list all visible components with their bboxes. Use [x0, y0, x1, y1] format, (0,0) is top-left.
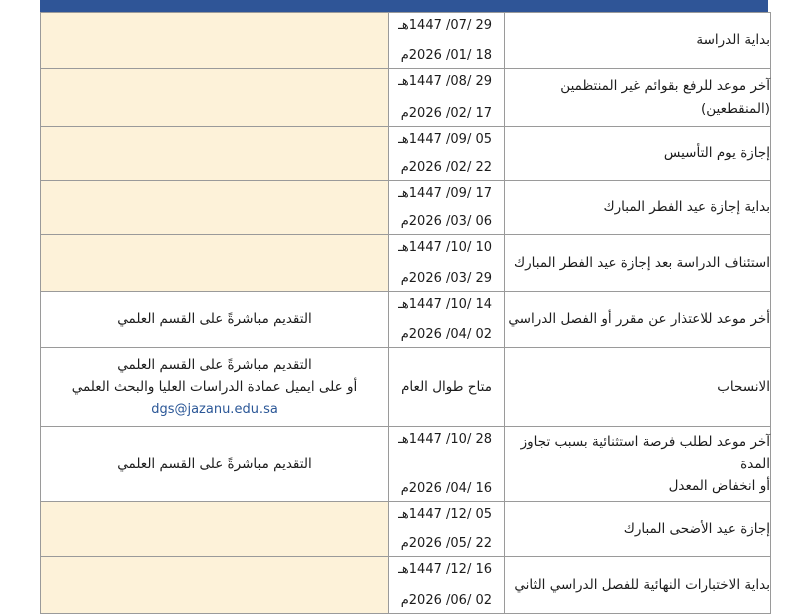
- date-cell: [389, 13, 505, 69]
- event-cell: [505, 69, 771, 127]
- notes-cell: [41, 557, 389, 614]
- notes-cell: [41, 348, 389, 427]
- hijri-date: 28 /10/ 1447هـ: [398, 432, 492, 447]
- event-cell: [505, 13, 771, 69]
- event-cell: [505, 127, 771, 181]
- date-cell: [389, 348, 505, 427]
- note-text: التقديم مباشرةً على القسم العلمي: [117, 311, 312, 328]
- date-cell: [389, 235, 505, 292]
- gregorian-date: 17 /02/ 2026م: [400, 105, 492, 121]
- event-text: آخر موعد لطلب فرصة استثنائية بسبب تجاوز: [520, 433, 770, 450]
- table-row: [41, 181, 771, 235]
- note-text: أو على ايميل عمادة الدراسات العليا والبحث العلمي: [71, 379, 358, 396]
- hijri-date: 14 /10/ 1447هـ: [398, 297, 492, 312]
- notes-cell: [41, 13, 389, 69]
- event-text: بداية الدراسة: [696, 32, 770, 49]
- table-row: [41, 235, 771, 292]
- table-row: [41, 127, 771, 181]
- notes-cell: [41, 181, 389, 235]
- date-cell: [389, 69, 505, 127]
- gregorian-date: 22 /05/ 2026م: [400, 535, 492, 551]
- date-cell: [389, 557, 505, 614]
- date-cell: [389, 127, 505, 181]
- table-row: [41, 502, 771, 557]
- date-availability: متاح طوال العام: [401, 378, 492, 395]
- gregorian-date: 18 /01/ 2026م: [400, 47, 492, 63]
- hijri-date: 16 /12/ 1447هـ: [398, 562, 492, 577]
- gregorian-date: 06 /03/ 2026م: [400, 213, 492, 229]
- academic-calendar-table: [40, 12, 771, 614]
- notes-cell: [41, 427, 389, 502]
- event-cell: [505, 427, 771, 502]
- table-row: [41, 427, 771, 502]
- note-text: التقديم مباشرةً على القسم العلمي: [117, 455, 312, 472]
- notes-cell: [41, 127, 389, 181]
- date-cell: [389, 502, 505, 557]
- event-text: إجازة يوم التأسيس: [663, 145, 770, 162]
- email-link[interactable]: dgs@jazanu.edu.sa: [151, 401, 278, 417]
- gregorian-date: 22 /02/ 2026م: [400, 159, 492, 175]
- hijri-date: 29 /08/ 1447هـ: [398, 74, 492, 89]
- event-cell: [505, 292, 771, 348]
- gregorian-date: 02 /06/ 2026م: [400, 592, 492, 608]
- hijri-date: 29 /07/ 1447هـ: [398, 18, 492, 33]
- note-text: التقديم مباشرةً على القسم العلمي: [117, 357, 312, 374]
- table-row: [41, 13, 771, 69]
- event-cell: [505, 557, 771, 614]
- event-cell: [505, 181, 771, 235]
- date-cell: [389, 292, 505, 348]
- notes-cell: [41, 502, 389, 557]
- date-cell: [389, 427, 505, 502]
- event-text: استئناف الدراسة بعد إجازة عيد الفطر المبارك: [514, 254, 770, 271]
- event-cell: [505, 235, 771, 292]
- event-cell: [505, 348, 771, 427]
- event-text: (المنقطعين): [700, 100, 770, 117]
- event-text: أخر موعد للاعتذار عن مقرر أو الفصل الدراسي: [508, 311, 770, 328]
- table-header-bar: [40, 0, 768, 12]
- event-cell: [505, 502, 771, 557]
- event-text: بداية إجازة عيد الفطر المبارك: [603, 199, 770, 216]
- notes-cell: [41, 292, 389, 348]
- hijri-date: 05 /12/ 1447هـ: [398, 507, 492, 522]
- gregorian-date: 02 /04/ 2026م: [400, 326, 492, 342]
- event-text: الانسحاب: [717, 378, 770, 395]
- notes-cell: [41, 69, 389, 127]
- hijri-date: 10 /10/ 1447هـ: [398, 240, 492, 255]
- event-text: أو انخفاض المعدل: [668, 478, 770, 495]
- table-row: [41, 292, 771, 348]
- event-text: المدة: [740, 455, 770, 472]
- event-text: بداية الاختبارات النهائية للفصل الدراسي الثاني: [514, 576, 770, 593]
- hijri-date: 17 /09/ 1447هـ: [398, 186, 492, 201]
- hijri-date: 05 /09/ 1447هـ: [398, 132, 492, 147]
- gregorian-date: 29 /03/ 2026م: [400, 270, 492, 286]
- date-cell: [389, 181, 505, 235]
- table-row: [41, 557, 771, 614]
- table-row: [41, 69, 771, 127]
- event-text: آخر موعد للرفع بقوائم غير المنتظمين: [560, 78, 770, 95]
- event-text: إجازة عيد الأضحى المبارك: [623, 520, 770, 537]
- table-row: [41, 348, 771, 427]
- gregorian-date: 16 /04/ 2026م: [400, 480, 492, 496]
- notes-cell: [41, 235, 389, 292]
